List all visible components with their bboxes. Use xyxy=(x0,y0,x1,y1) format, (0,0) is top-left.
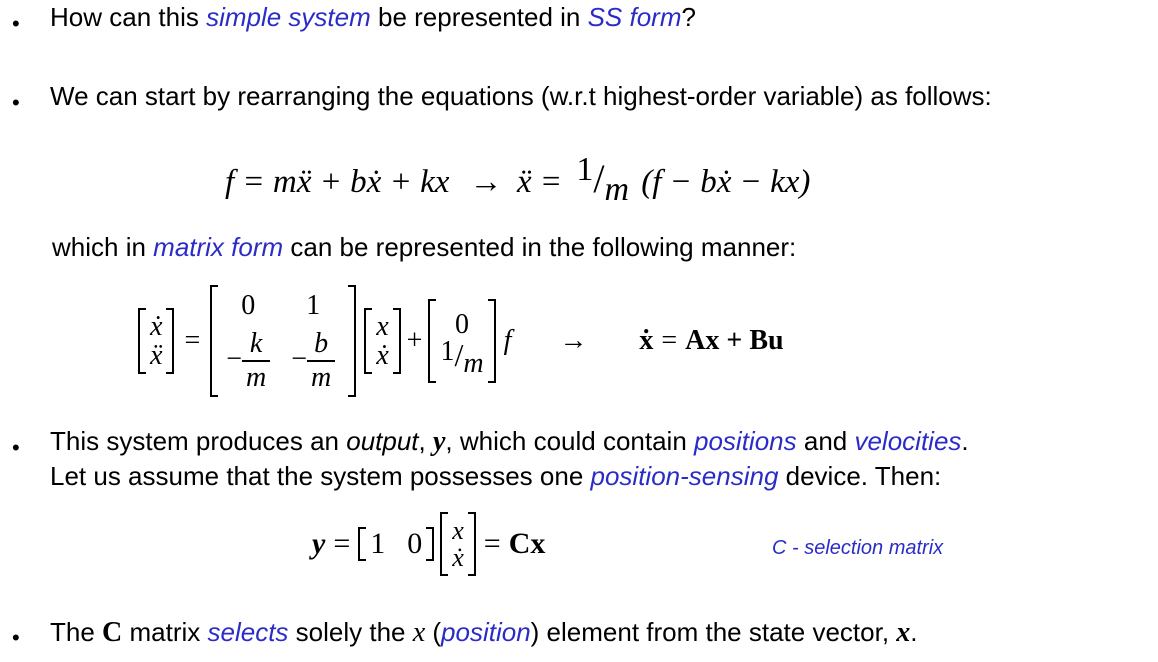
text-run: C xyxy=(102,617,123,648)
eq3-rhs: Cx xyxy=(508,527,546,560)
b-1: 0 xyxy=(455,308,470,340)
state-1: x xyxy=(376,310,389,342)
c-2: 0 xyxy=(407,527,423,560)
text-run: SS form xyxy=(587,2,682,32)
text-run: velocities xyxy=(854,426,962,456)
b-matrix xyxy=(428,299,495,383)
eq2-f: f xyxy=(503,325,512,356)
a-11: 0 xyxy=(241,290,256,321)
eq3-state-vector xyxy=(440,512,476,576)
a-12: 1 xyxy=(306,290,321,321)
bullet-dot-3: • xyxy=(12,435,20,460)
bullet-text-3 xyxy=(50,426,969,458)
eq2-rhs-eq: = xyxy=(661,325,678,356)
text-run: simple system xyxy=(206,2,371,32)
state-2: ẋ xyxy=(376,340,389,371)
a-22: − $\frac{b}{m}$ xyxy=(278,328,348,394)
text-run: This system produces an xyxy=(50,426,347,456)
text-run: ( xyxy=(425,617,442,647)
text-run: device. Then: xyxy=(778,461,942,491)
c-row-vector xyxy=(358,527,434,561)
equation-output xyxy=(312,512,545,576)
bullet-text-2 xyxy=(50,82,992,112)
eq1-slash: / xyxy=(593,156,605,201)
position-sensing-line xyxy=(50,462,941,492)
eq3-equals: = xyxy=(333,527,351,560)
text-run: How can this xyxy=(50,2,207,32)
text-run: output xyxy=(346,426,419,456)
text-run: , which could contain xyxy=(445,426,695,456)
eq1-rhs: (f − bẋ − kx) xyxy=(641,164,811,200)
text-run: positions xyxy=(694,426,797,456)
eq1-mid: ẍ = xyxy=(516,164,563,200)
text-run: selects xyxy=(207,617,289,647)
text-run: be represented in xyxy=(370,2,588,32)
text-run: . xyxy=(910,617,918,647)
eq2-rhs-lhs: ẋ xyxy=(639,325,654,356)
eq2-arrow: → xyxy=(559,325,588,356)
text-run: The xyxy=(50,617,103,647)
eq1-arrow: → xyxy=(469,164,503,200)
eq3-state-2: ẋ xyxy=(452,543,464,572)
text-run: solely the xyxy=(288,617,413,647)
state-dot-2: ẍ xyxy=(150,340,163,371)
text-run: ? xyxy=(681,2,696,32)
text-run: ) element from the state vector, xyxy=(530,617,897,647)
eq1-one: 1 xyxy=(576,151,594,188)
eq3-equals2: = xyxy=(483,527,501,560)
state-derivative-vector xyxy=(138,308,174,374)
selection-matrix-note: C - selection matrix xyxy=(772,537,944,559)
text-run: and xyxy=(796,426,855,456)
state-dot-1: ẋ xyxy=(150,310,163,342)
text-run: . xyxy=(961,426,969,456)
text-run: Let us assume that the system possesses one xyxy=(50,461,591,491)
a-21: − $\frac{k}{m}$ xyxy=(218,328,278,394)
text-run: x xyxy=(412,617,426,648)
text-run: matrix xyxy=(122,617,208,647)
eq1-lhs: f = mẍ + bẋ + kx xyxy=(225,164,450,200)
bullet-dot-2: • xyxy=(12,90,20,115)
eq3-state-1: x xyxy=(452,515,464,545)
text-run: We can start by rearranging the equations (w.r.t highest-order variable) as follows: xyxy=(50,81,992,111)
bullet-text-4 xyxy=(50,617,918,649)
b-2: 1/m xyxy=(440,335,484,379)
matrix-form-intro xyxy=(52,233,796,263)
text-run: can be represented in the following manner: xyxy=(283,232,797,262)
eq2-plus: + xyxy=(406,325,423,356)
text-run: position-sensing xyxy=(590,461,779,491)
eq2-equals: = xyxy=(184,325,201,356)
eq3-y: y xyxy=(312,527,326,560)
bullet-text-1 xyxy=(50,3,696,33)
text-run: x xyxy=(896,617,911,648)
state-vector xyxy=(364,308,400,374)
bullet-dot-1: • xyxy=(12,11,20,36)
equation-state-space xyxy=(138,285,784,397)
equation-rearranged xyxy=(225,151,811,208)
text-run: position xyxy=(441,617,531,647)
eq1-m: m xyxy=(604,171,630,208)
text-run: , xyxy=(418,426,433,456)
eq2-rhs-body: Ax + Bu xyxy=(685,325,784,356)
bullet-dot-4: • xyxy=(12,625,20,650)
a-matrix xyxy=(210,285,356,397)
text-run: y xyxy=(432,426,446,457)
c-1: 1 xyxy=(370,527,386,560)
text-run: which in xyxy=(52,232,154,262)
text-run: matrix form xyxy=(153,232,284,262)
